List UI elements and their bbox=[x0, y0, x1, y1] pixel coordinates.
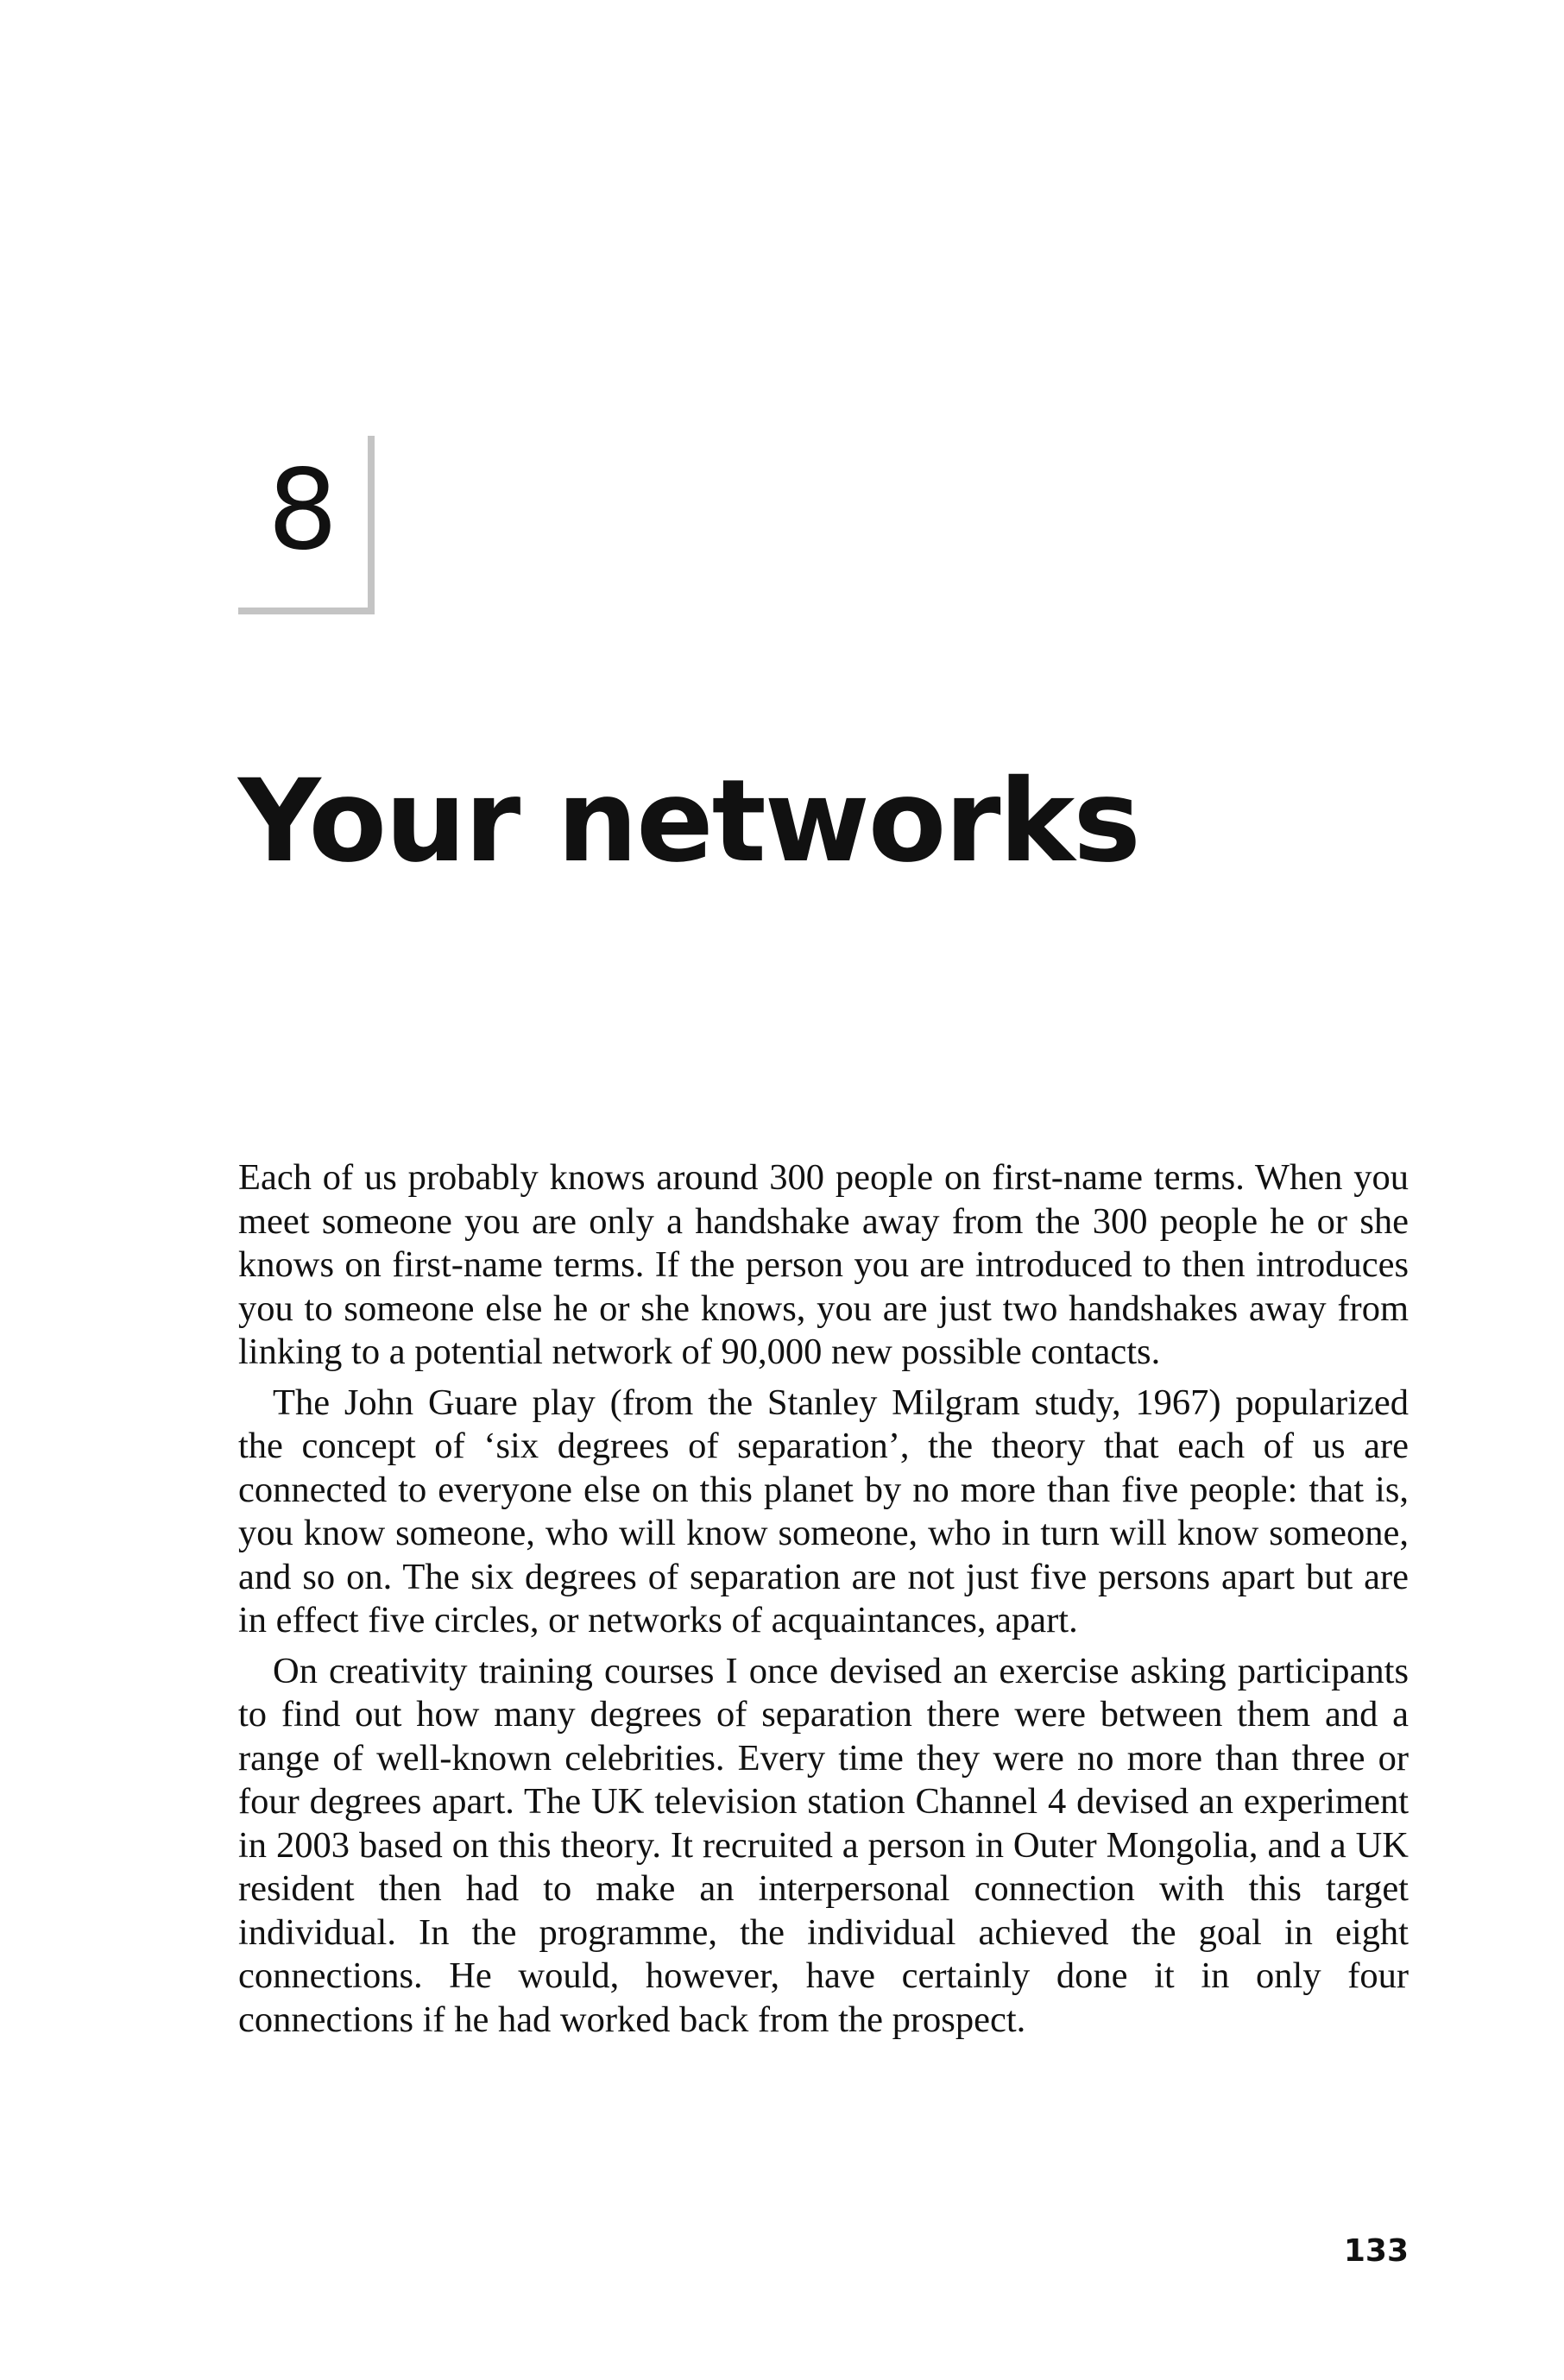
chapter-number: 8 bbox=[268, 446, 338, 575]
paragraph-1: Each of us probably knows around 300 people on first-name terms. When you meet someone you are only a handshake away from the 300 people he or she knows on first-name terms. If the person you are introduced to then introduces you to someone else he or she knows, you are just two handshakes away from linking to a potential network of 90,000 new possible contacts. bbox=[238, 1157, 1409, 1372]
chapter-title: Your networks bbox=[238, 755, 1139, 888]
chapter-body bbox=[238, 1156, 1409, 2049]
page-number: 133 bbox=[1343, 2233, 1409, 2269]
paragraph-3: On creativity training courses I once devised an exercise asking participants to find out how many degrees of separation there were between them and a range of well-known celebrities. Every time they were no more than three or four degrees apart. The UK television station Channel 4 devised an experiment in 2003 based on this theory. It recruited a person in Outer Mongolia, and a UK resident then had to make an interpersonal connection with this target individual. In the programme, the individual achieved the goal in eight connections. He would, however, have certainly done it in only four connections if he had worked back from the prospect. bbox=[238, 1650, 1409, 2040]
paragraph-2: The John Guare play (from the Stanley Milgram study, 1967) popularized the concept of ‘six degrees of separation’, the theory that each of us are connected to everyone else on this planet by no more than five people: that is, you know someone, who will know someone, who in turn will know someone, and so on. The six degrees of separation are not just five persons apart but are in effect five circles, or networks of acquaintances, apart. bbox=[238, 1382, 1409, 1640]
